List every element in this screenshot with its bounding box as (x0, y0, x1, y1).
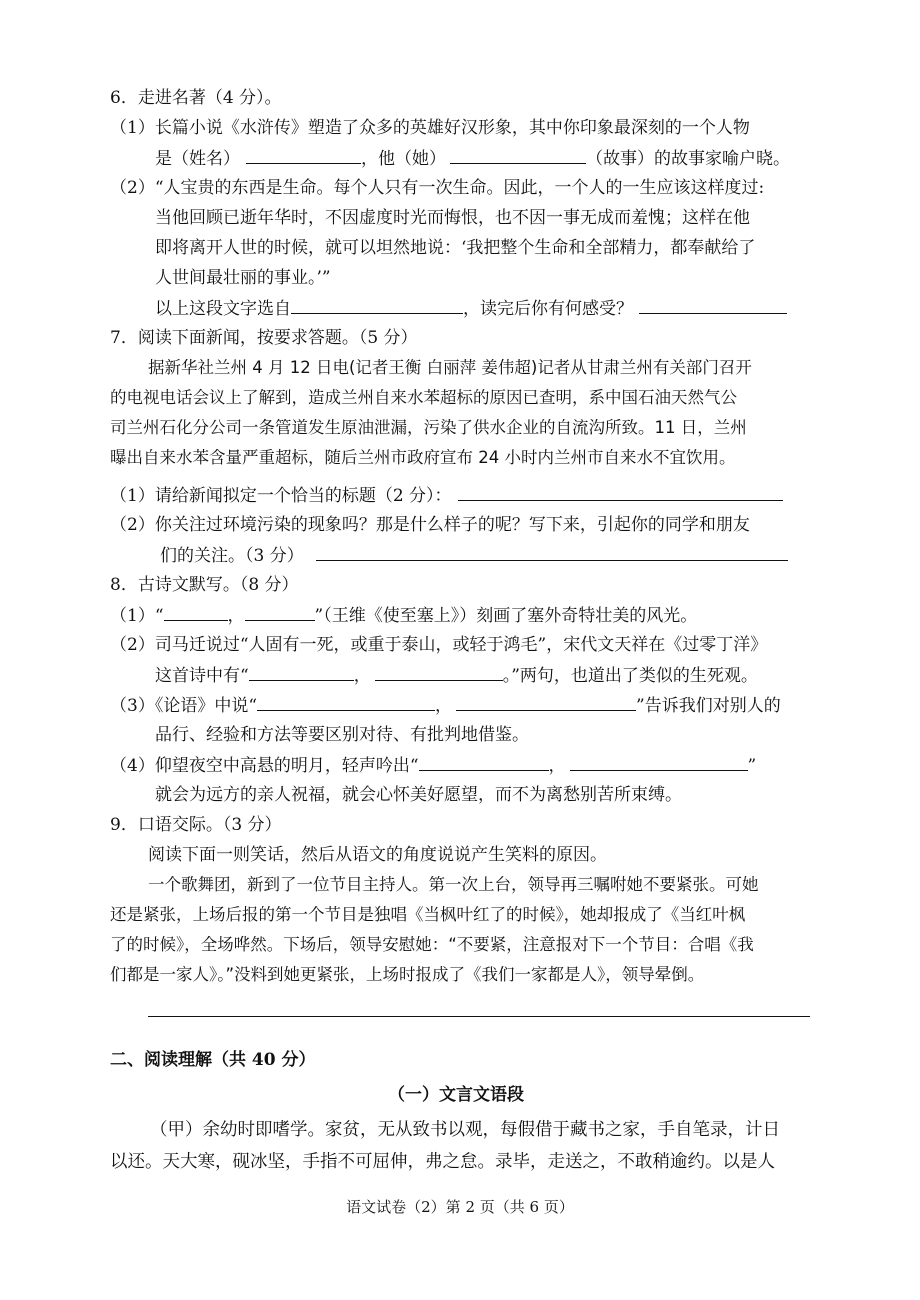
q6-name-blank[interactable] (246, 146, 361, 164)
q6-name-label: 是（姓名） (155, 149, 240, 169)
q6-part2-line2: 当他回顾已逝年华时，不因虚度时光而悔恨，也不因一事无成而羞愧；这样在他 (155, 208, 750, 228)
q8-poem-blank-1[interactable] (164, 603, 228, 621)
q6-part1-line2 (155, 146, 790, 171)
q8-part4-line2: 就会为远方的亲人祝福，就会心怀美好愿望，而不为离愁别苦所束缚。 (155, 785, 682, 805)
q8-part1-tail: ”（王维《使至塞上》）刻画了塞外奇特壮美的风光。 (314, 606, 698, 626)
q7-sub1 (110, 483, 783, 508)
q6-source-blank[interactable] (291, 296, 463, 314)
q7-news-line: 曝出自来水苯含量严重超标，随后兰州市政府宣布 24 小时内兰州市自来水不宜饮用。 (110, 448, 736, 467)
q8-part3-tail: ”告诉我们对别人的 (636, 696, 781, 716)
q9-answer-line[interactable] (148, 1016, 810, 1017)
section2-title: 二、阅读理解（共 40 分） (110, 1050, 316, 1070)
q6-he-she-label: ，他（她） (361, 149, 446, 169)
page-footer: 语文试卷（2）第 2 页（共 6 页） (346, 1198, 574, 1216)
q6-source-label: 以上这段文字选自 (155, 299, 291, 319)
q9-joke-line: 们都是一家人》。”没料到她更紧张，上场时报成了《我们一家都是人》，领导晕倒。 (110, 965, 705, 984)
q7-sub2-label: 们的关注。（3 分） (160, 546, 304, 566)
q8-poem-blank-8[interactable] (570, 753, 748, 771)
q6-story-label: （故事）的故事家喻户晓。 (586, 149, 790, 169)
q8-poem-blank-7[interactable] (419, 753, 549, 771)
q6-part2-line3: 即将离开人世的时候，就可以坦然地说：‘我把整个生命和全部精力，都奉献给了 (155, 238, 756, 258)
q8-part3-line1 (110, 693, 781, 718)
q8-part1-open: （1）“ (110, 606, 164, 626)
q8-part2-tail: 。”两句，也道出了类似的生死观。 (502, 666, 758, 686)
q6-feeling-label: ，读完后你有何感受？ (463, 299, 633, 319)
q7-headline-blank[interactable] (458, 483, 783, 501)
q6-feeling-blank[interactable] (639, 296, 787, 314)
q7-news-line: 司兰州石化分公司一条管道发生原油泄漏，污染了供水企业的自流沟所致。11 日，兰州 (110, 418, 747, 437)
q8-poem-blank-6[interactable] (456, 693, 636, 711)
q8-part3-comma: ， (435, 696, 453, 716)
q8-title: 8．古诗文默写。（8 分） (110, 575, 299, 595)
q6-story-blank[interactable] (450, 146, 586, 164)
q8-part2-comma: ， (353, 666, 371, 686)
q9-joke-line: 了的时候》，全场哗然。下场后，领导安慰她：“不要紧，注意报对下一个节目：合唱《我 (110, 935, 754, 954)
q8-part2-open: 这首诗中有“ (155, 666, 249, 686)
q8-part2-line2 (155, 663, 758, 688)
q7-news-line: 据新华社兰州 4 月 12 日电(记者王衡 白丽萍 姜伟超)记者从甘肃兰州有关部门召开 (148, 358, 752, 377)
q9-joke-line: 还是紧张，上场后报的第一个节目是独唱《当枫叶红了的时候》，她却报成了《当红叶枫 (110, 905, 746, 924)
q7-title: 7．阅读下面新闻，按要求答题。（5 分） (110, 328, 418, 348)
q8-poem-blank-4[interactable] (375, 663, 503, 681)
q8-part3-open: （3）《论语》中说“ (110, 696, 258, 716)
q7-news-line: 的电视电话会议上了解到，造成兰州自来水苯超标的原因已查明，系中国石油天然气公 (110, 388, 737, 407)
q6-part2-line5 (155, 296, 787, 321)
q6-title: 6．走进名著（4 分）。 (110, 88, 282, 108)
q6-part1-line1: （1）长篇小说《水浒传》塑造了众多的英雄好汉形象，其中你印象最深刻的一个人物 (110, 118, 750, 138)
q8-part1-comma: ， (227, 606, 245, 626)
q6-part2-line1: （2）“人宝贵的东西是生命。每个人只有一次生命。因此，一个人的一生应该这样度过: (110, 178, 765, 198)
passage-line: （甲）余幼时即嗜学。家贫，无从致书以观，每假借于藏书之家，手自笔录，计日 (150, 1120, 780, 1140)
q8-part4-comma: ， (548, 756, 566, 776)
q8-poem-blank-3[interactable] (249, 663, 354, 681)
q8-part4-line1 (110, 753, 756, 778)
q7-pollution-blank[interactable] (316, 543, 788, 561)
q6-part2-line4: 人世间最壮丽的事业。’” (155, 268, 331, 288)
q9-joke-line: 一个歌舞团，新到了一位节目主持人。第一次上台，领导再三嘱咐她不要紧张。可她 (148, 875, 759, 894)
q8-part2-line1: （2）司马迁说过“人固有一死，或重于泰山，或轻于鸿毛”，宋代文天祥在《过零丁洋》 (110, 635, 768, 655)
q8-poem-blank-2[interactable] (245, 603, 315, 621)
q8-part4-open: （4）仰望夜空中高悬的明月，轻声吟出“ (110, 756, 419, 776)
q8-part3-line2: 品行、经验和方法等要区别对待、有批判地借鉴。 (155, 725, 529, 745)
q7-sub2-line2 (160, 543, 788, 568)
q9-title: 9．口语交际。（3 分） (110, 815, 282, 835)
q9-instruction: 阅读下面一则笑话，然后从语文的角度说说产生笑料的原因。 (148, 845, 607, 865)
q8-poem-blank-5[interactable] (257, 693, 435, 711)
q8-part1 (110, 603, 697, 628)
passage-line: 以还。天大寒，砚冰坚，手指不可屈伸，弗之怠。录毕，走送之，不敢稍逾约。以是人 (110, 1152, 775, 1172)
q7-sub2-line1: （2）你关注过环境污染的现象吗？那是什么样子的呢？写下来，引起你的同学和朋友 (110, 515, 750, 535)
q8-part4-close: ” (747, 756, 757, 776)
section2-subtitle: （一）文言文语段 (388, 1085, 524, 1105)
q7-sub1-label: （1）请给新闻拟定一个恰当的标题（2 分）： (110, 486, 452, 506)
